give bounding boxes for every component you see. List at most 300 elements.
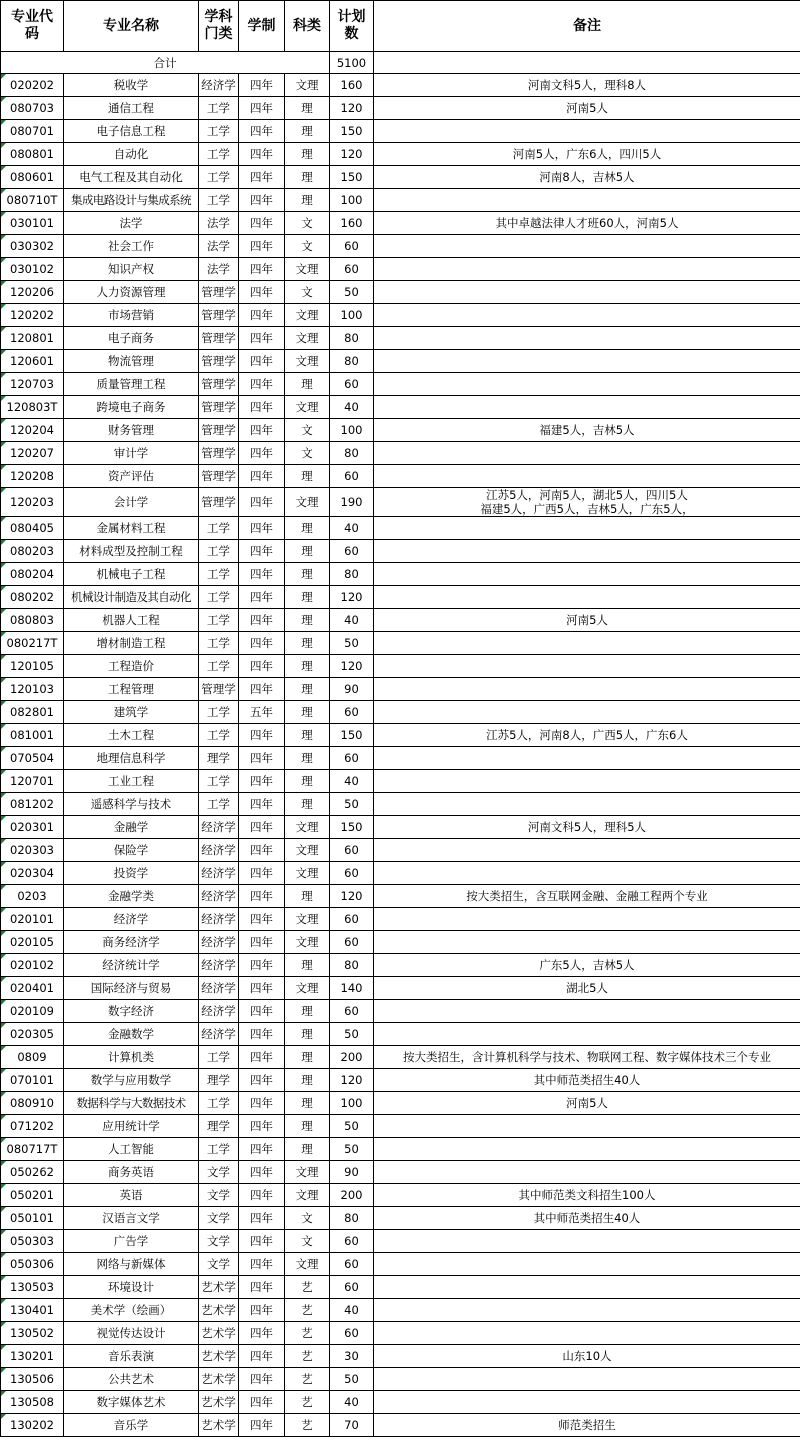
cell-track: 理 [285, 1092, 330, 1115]
cell-name: 建筑学 [64, 701, 199, 724]
cell-name: 跨境电子商务 [64, 396, 199, 419]
cell-code: 080203 [1, 540, 64, 563]
cell-category: 工学 [199, 724, 239, 747]
cell-track: 理 [285, 189, 330, 212]
table-row [1, 1414, 800, 1437]
cell-name: 经济学 [64, 908, 199, 931]
cell-category: 管理学 [199, 327, 239, 350]
cell-duration: 四年 [239, 540, 285, 563]
cell-note [374, 350, 800, 373]
cell-duration: 四年 [239, 327, 285, 350]
cell-plan: 60 [330, 540, 374, 563]
cell-track: 艺 [285, 1414, 330, 1437]
cell-category: 管理学 [199, 281, 239, 304]
cell-category: 管理学 [199, 465, 239, 488]
cell-category: 工学 [199, 517, 239, 540]
cell-category: 艺术学 [199, 1276, 239, 1299]
table-row [1, 488, 800, 517]
cell-duration: 五年 [239, 701, 285, 724]
cell-note: 其中卓越法律人才班60人，河南5人 [374, 212, 800, 235]
cell-plan: 60 [330, 931, 374, 954]
cell-note [374, 655, 800, 678]
cell-category: 工学 [199, 632, 239, 655]
cell-name: 税收学 [64, 74, 199, 97]
cell-track: 理 [285, 632, 330, 655]
cell-category: 经济学 [199, 954, 239, 977]
cell-code: 050303 [1, 1230, 64, 1253]
table-row [1, 563, 800, 586]
cell-duration: 四年 [239, 563, 285, 586]
cell-name: 环境设计 [64, 1276, 199, 1299]
cell-note [374, 281, 800, 304]
cell-name: 质量管理工程 [64, 373, 199, 396]
cell-note: 山东10人 [374, 1345, 800, 1368]
cell-note [374, 1253, 800, 1276]
cell-code: 080217T [1, 632, 64, 655]
cell-category: 理学 [199, 1069, 239, 1092]
cell-code: 120204 [1, 419, 64, 442]
cell-track: 文理 [285, 327, 330, 350]
cell-track: 理 [285, 655, 330, 678]
cell-plan: 160 [330, 74, 374, 97]
cell-name: 会计学 [64, 488, 199, 517]
cell-note: 河南5人 [374, 609, 800, 632]
cell-duration: 四年 [239, 1322, 285, 1345]
cell-category: 工学 [199, 1092, 239, 1115]
cell-plan: 40 [330, 1299, 374, 1322]
cell-note: 江苏5人，河南8人，广西5人，广东6人 [374, 724, 800, 747]
cell-plan: 200 [330, 1046, 374, 1069]
cell-note [374, 189, 800, 212]
header-track: 科类 [285, 1, 330, 52]
cell-duration: 四年 [239, 1253, 285, 1276]
cell-note: 广东5人，吉林5人 [374, 954, 800, 977]
table-row [1, 373, 800, 396]
cell-note [374, 1391, 800, 1414]
cell-duration: 四年 [239, 235, 285, 258]
table-row [1, 419, 800, 442]
cell-track: 文理 [285, 488, 330, 517]
cell-plan: 50 [330, 281, 374, 304]
cell-duration: 四年 [239, 1368, 285, 1391]
cell-note [374, 563, 800, 586]
cell-code: 120701 [1, 770, 64, 793]
cell-name: 视觉传达设计 [64, 1322, 199, 1345]
cell-plan: 60 [330, 747, 374, 770]
cell-code: 020105 [1, 931, 64, 954]
header-row [1, 1, 800, 52]
cell-name: 机械电子工程 [64, 563, 199, 586]
cell-category: 管理学 [199, 350, 239, 373]
cell-plan: 100 [330, 1092, 374, 1115]
cell-code: 080703 [1, 97, 64, 120]
cell-name: 英语 [64, 1184, 199, 1207]
cell-duration: 四年 [239, 1161, 285, 1184]
cell-track: 文理 [285, 304, 330, 327]
cell-category: 工学 [199, 701, 239, 724]
table-row [1, 724, 800, 747]
cell-duration: 四年 [239, 885, 285, 908]
cell-note [374, 1115, 800, 1138]
cell-name: 数据科学与大数据技术 [64, 1092, 199, 1115]
total-row [1, 52, 800, 74]
cell-plan: 120 [330, 885, 374, 908]
cell-code: 120103 [1, 678, 64, 701]
table-row [1, 954, 800, 977]
cell-category: 工学 [199, 540, 239, 563]
cell-note [374, 931, 800, 954]
cell-track: 理 [285, 885, 330, 908]
cell-code: 080701 [1, 120, 64, 143]
cell-category: 经济学 [199, 908, 239, 931]
table-row [1, 1184, 800, 1207]
cell-plan: 120 [330, 655, 374, 678]
cell-track: 文理 [285, 816, 330, 839]
cell-note [374, 747, 800, 770]
table-row [1, 235, 800, 258]
cell-note [374, 632, 800, 655]
cell-note: 河南文科5人，理科8人 [374, 74, 800, 97]
cell-category: 经济学 [199, 74, 239, 97]
table-row [1, 839, 800, 862]
table-row [1, 1345, 800, 1368]
cell-category: 管理学 [199, 419, 239, 442]
cell-duration: 四年 [239, 1000, 285, 1023]
cell-duration: 四年 [239, 678, 285, 701]
cell-plan: 50 [330, 1115, 374, 1138]
cell-code: 120801 [1, 327, 64, 350]
table-row [1, 189, 800, 212]
table-row [1, 678, 800, 701]
cell-duration: 四年 [239, 862, 285, 885]
cell-code: 020304 [1, 862, 64, 885]
cell-track: 理 [285, 586, 330, 609]
cell-duration: 四年 [239, 1299, 285, 1322]
cell-duration: 四年 [239, 793, 285, 816]
table-row [1, 1253, 800, 1276]
cell-plan: 60 [330, 258, 374, 281]
table-row [1, 1322, 800, 1345]
cell-plan: 50 [330, 632, 374, 655]
cell-category: 艺术学 [199, 1391, 239, 1414]
cell-code: 0203 [1, 885, 64, 908]
table-row [1, 793, 800, 816]
table-row [1, 770, 800, 793]
cell-code: 120601 [1, 350, 64, 373]
cell-code: 080202 [1, 586, 64, 609]
cell-track: 艺 [285, 1276, 330, 1299]
cell-name: 工程造价 [64, 655, 199, 678]
cell-duration: 四年 [239, 655, 285, 678]
cell-track: 文理 [285, 977, 330, 1000]
cell-plan: 150 [330, 166, 374, 189]
cell-duration: 四年 [239, 1023, 285, 1046]
cell-code: 080601 [1, 166, 64, 189]
cell-category: 文学 [199, 1253, 239, 1276]
cell-name: 汉语言文学 [64, 1207, 199, 1230]
table-row [1, 97, 800, 120]
cell-name: 金融数学 [64, 1023, 199, 1046]
table-row [1, 327, 800, 350]
cell-plan: 50 [330, 1138, 374, 1161]
cell-note [374, 327, 800, 350]
cell-code: 020401 [1, 977, 64, 1000]
cell-name: 计算机类 [64, 1046, 199, 1069]
header-code: 专业代码 [1, 1, 64, 52]
cell-duration: 四年 [239, 1115, 285, 1138]
cell-duration: 四年 [239, 1414, 285, 1437]
cell-note [374, 701, 800, 724]
cell-duration: 四年 [239, 586, 285, 609]
cell-note [374, 442, 800, 465]
cell-duration: 四年 [239, 281, 285, 304]
cell-plan: 80 [330, 563, 374, 586]
cell-plan: 150 [330, 724, 374, 747]
cell-name: 应用统计学 [64, 1115, 199, 1138]
cell-plan: 60 [330, 862, 374, 885]
cell-track: 文 [285, 235, 330, 258]
cell-plan: 140 [330, 977, 374, 1000]
cell-track: 文 [285, 1207, 330, 1230]
cell-track: 文理 [285, 258, 330, 281]
cell-plan: 50 [330, 793, 374, 816]
cell-plan: 60 [330, 1253, 374, 1276]
cell-note [374, 465, 800, 488]
cell-code: 080405 [1, 517, 64, 540]
cell-duration: 四年 [239, 74, 285, 97]
cell-plan: 50 [330, 1368, 374, 1391]
cell-note [374, 258, 800, 281]
cell-track: 理 [285, 1046, 330, 1069]
cell-category: 理学 [199, 1115, 239, 1138]
cell-note: 其中师范类文科招生100人 [374, 1184, 800, 1207]
cell-category: 工学 [199, 609, 239, 632]
cell-track: 理 [285, 1023, 330, 1046]
cell-name: 数学与应用数学 [64, 1069, 199, 1092]
cell-category: 管理学 [199, 442, 239, 465]
cell-code: 120203 [1, 488, 64, 517]
cell-track: 理 [285, 166, 330, 189]
cell-name: 知识产权 [64, 258, 199, 281]
cell-code: 120803T [1, 396, 64, 419]
cell-duration: 四年 [239, 442, 285, 465]
cell-category: 艺术学 [199, 1368, 239, 1391]
table-row [1, 908, 800, 931]
cell-track: 艺 [285, 1299, 330, 1322]
cell-track: 理 [285, 1000, 330, 1023]
cell-category: 管理学 [199, 304, 239, 327]
cell-category: 工学 [199, 793, 239, 816]
cell-code: 130202 [1, 1414, 64, 1437]
cell-plan: 60 [330, 465, 374, 488]
total-note [374, 52, 800, 74]
cell-duration: 四年 [239, 816, 285, 839]
cell-plan: 60 [330, 1000, 374, 1023]
cell-name: 资产评估 [64, 465, 199, 488]
cell-note [374, 1299, 800, 1322]
cell-duration: 四年 [239, 632, 285, 655]
cell-note: 河南5人 [374, 97, 800, 120]
cell-category: 工学 [199, 166, 239, 189]
table-row [1, 1092, 800, 1115]
cell-code: 081202 [1, 793, 64, 816]
cell-duration: 四年 [239, 517, 285, 540]
cell-name: 市场营销 [64, 304, 199, 327]
cell-category: 经济学 [199, 977, 239, 1000]
cell-track: 理 [285, 1069, 330, 1092]
cell-track: 理 [285, 97, 330, 120]
cell-category: 文学 [199, 1161, 239, 1184]
cell-code: 130401 [1, 1299, 64, 1322]
cell-note [374, 120, 800, 143]
cell-note [374, 793, 800, 816]
cell-plan: 100 [330, 419, 374, 442]
cell-duration: 四年 [239, 770, 285, 793]
cell-name: 地理信息科学 [64, 747, 199, 770]
cell-duration: 四年 [239, 465, 285, 488]
cell-track: 文 [285, 419, 330, 442]
cell-track: 艺 [285, 1391, 330, 1414]
cell-name: 投资学 [64, 862, 199, 885]
cell-code: 070504 [1, 747, 64, 770]
cell-note: 江苏5人，河南5人，湖北5人，四川5人 福建5人，广西5人，吉林5人，广东5人， [374, 488, 800, 517]
cell-note [374, 770, 800, 793]
cell-name: 音乐表演 [64, 1345, 199, 1368]
cell-name: 物流管理 [64, 350, 199, 373]
cell-plan: 150 [330, 120, 374, 143]
header-note: 备注 [374, 1, 800, 52]
cell-track: 理 [285, 701, 330, 724]
cell-code: 080801 [1, 143, 64, 166]
cell-code: 020305 [1, 1023, 64, 1046]
cell-track: 理 [285, 373, 330, 396]
cell-category: 管理学 [199, 488, 239, 517]
cell-category: 艺术学 [199, 1345, 239, 1368]
cell-note: 河南5人 [374, 1092, 800, 1115]
cell-plan: 120 [330, 143, 374, 166]
cell-track: 理 [285, 1138, 330, 1161]
cell-category: 管理学 [199, 373, 239, 396]
cell-name: 机械设计制造及其自动化 [64, 586, 199, 609]
cell-name: 广告学 [64, 1230, 199, 1253]
cell-code: 030102 [1, 258, 64, 281]
cell-code: 080910 [1, 1092, 64, 1115]
cell-duration: 四年 [239, 212, 285, 235]
cell-plan: 80 [330, 1207, 374, 1230]
cell-track: 艺 [285, 1345, 330, 1368]
cell-track: 文理 [285, 350, 330, 373]
cell-name: 音乐学 [64, 1414, 199, 1437]
cell-name: 公共艺术 [64, 1368, 199, 1391]
cell-name: 自动化 [64, 143, 199, 166]
table-row [1, 1023, 800, 1046]
cell-track: 理 [285, 143, 330, 166]
cell-note [374, 235, 800, 258]
cell-plan: 80 [330, 350, 374, 373]
cell-duration: 四年 [239, 143, 285, 166]
table-row [1, 1368, 800, 1391]
cell-note [374, 678, 800, 701]
cell-plan: 80 [330, 442, 374, 465]
cell-plan: 160 [330, 212, 374, 235]
cell-note [374, 839, 800, 862]
cell-plan: 60 [330, 1276, 374, 1299]
cell-note: 师范类招生 [374, 1414, 800, 1437]
cell-code: 0809 [1, 1046, 64, 1069]
cell-track: 艺 [285, 1368, 330, 1391]
cell-note [374, 396, 800, 419]
cell-duration: 四年 [239, 609, 285, 632]
cell-name: 美术学（绘画） [64, 1299, 199, 1322]
cell-name: 金融学 [64, 816, 199, 839]
cell-name: 机器人工程 [64, 609, 199, 632]
cell-code: 050306 [1, 1253, 64, 1276]
cell-plan: 60 [330, 1230, 374, 1253]
cell-plan: 90 [330, 678, 374, 701]
cell-note: 按大类招生，含互联网金融、金融工程两个专业 [374, 885, 800, 908]
table-row [1, 655, 800, 678]
cell-duration: 四年 [239, 120, 285, 143]
cell-code: 120703 [1, 373, 64, 396]
cell-name: 工程管理 [64, 678, 199, 701]
table-row [1, 517, 800, 540]
table-row [1, 632, 800, 655]
cell-category: 艺术学 [199, 1299, 239, 1322]
cell-duration: 四年 [239, 350, 285, 373]
cell-code: 120208 [1, 465, 64, 488]
cell-plan: 40 [330, 396, 374, 419]
cell-name: 电气工程及其自动化 [64, 166, 199, 189]
cell-code: 130506 [1, 1368, 64, 1391]
cell-duration: 四年 [239, 419, 285, 442]
cell-track: 理 [285, 563, 330, 586]
cell-note [374, 1368, 800, 1391]
cell-category: 经济学 [199, 931, 239, 954]
cell-name: 网络与新媒体 [64, 1253, 199, 1276]
cell-track: 艺 [285, 1322, 330, 1345]
cell-code: 080717T [1, 1138, 64, 1161]
cell-track: 文理 [285, 1161, 330, 1184]
cell-track: 理 [285, 747, 330, 770]
table-row [1, 747, 800, 770]
cell-code: 020101 [1, 908, 64, 931]
table-row [1, 1276, 800, 1299]
cell-note [374, 586, 800, 609]
cell-category: 工学 [199, 189, 239, 212]
cell-note [374, 373, 800, 396]
table-row [1, 1161, 800, 1184]
cell-duration: 四年 [239, 97, 285, 120]
cell-category: 工学 [199, 1138, 239, 1161]
cell-duration: 四年 [239, 977, 285, 1000]
cell-track: 文理 [285, 931, 330, 954]
cell-category: 经济学 [199, 862, 239, 885]
cell-note [374, 1023, 800, 1046]
cell-code: 120105 [1, 655, 64, 678]
cell-code: 030101 [1, 212, 64, 235]
table-row [1, 1230, 800, 1253]
cell-code: 050101 [1, 1207, 64, 1230]
cell-duration: 四年 [239, 166, 285, 189]
cell-code: 130508 [1, 1391, 64, 1414]
cell-code: 120207 [1, 442, 64, 465]
cell-name: 增材制造工程 [64, 632, 199, 655]
cell-category: 文学 [199, 1207, 239, 1230]
cell-note [374, 908, 800, 931]
cell-code: 081001 [1, 724, 64, 747]
table-row [1, 304, 800, 327]
cell-code: 020102 [1, 954, 64, 977]
